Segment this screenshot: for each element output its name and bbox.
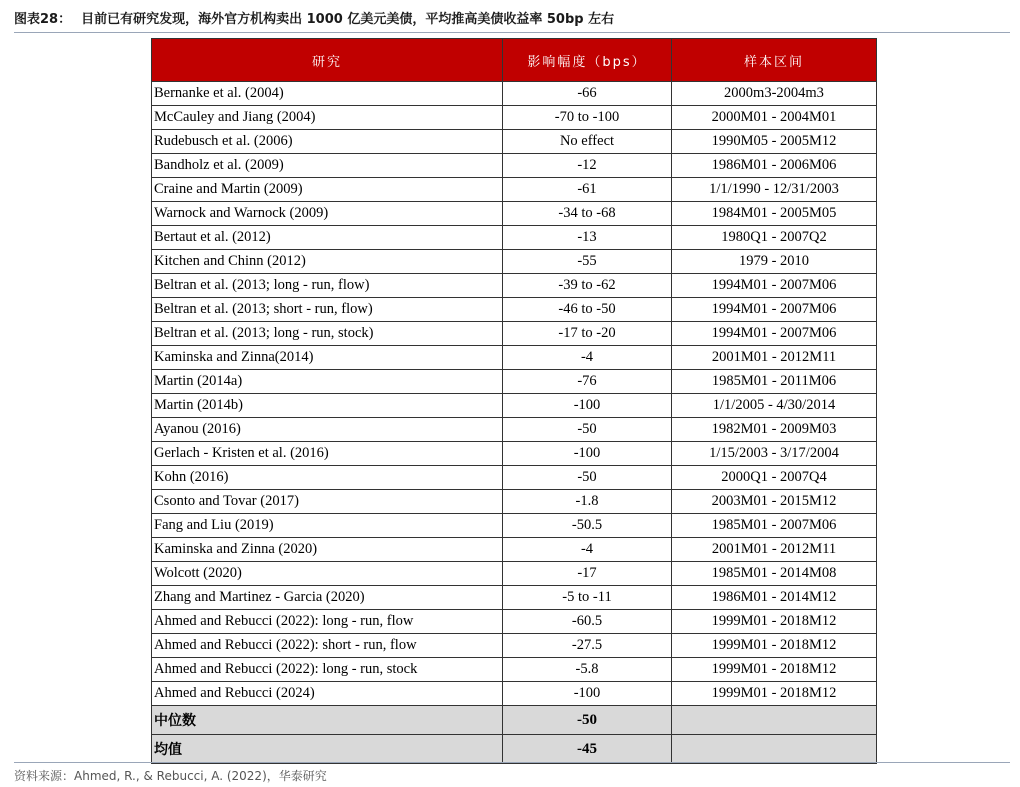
- table-row: [152, 490, 877, 514]
- summary-sample: [672, 735, 877, 764]
- sample-cell: 1980Q1 - 2007Q2: [672, 226, 877, 250]
- table-row: [152, 346, 877, 370]
- magnitude-cell: -100: [503, 682, 672, 706]
- study-cell: Gerlach - Kristen et al. (2016): [152, 442, 503, 466]
- table-row: [152, 586, 877, 610]
- study-cell: Bandholz et al. (2009): [152, 154, 503, 178]
- table-row: [152, 154, 877, 178]
- table-row: [152, 682, 877, 706]
- sample-cell: 1/1/1990 - 12/31/2003: [672, 178, 877, 202]
- table-row: [152, 298, 877, 322]
- sample-cell: 1985M01 - 2007M06: [672, 514, 877, 538]
- footer-divider: [14, 762, 1010, 763]
- sample-cell: 1999M01 - 2018M12: [672, 634, 877, 658]
- table-row: [152, 82, 877, 106]
- study-cell: Ahmed and Rebucci (2022): short - run, flow: [152, 634, 503, 658]
- magnitude-cell: -60.5: [503, 610, 672, 634]
- study-cell: Warnock and Warnock (2009): [152, 202, 503, 226]
- table-row: [152, 202, 877, 226]
- study-cell: McCauley and Jiang (2004): [152, 106, 503, 130]
- table-body: [152, 82, 877, 764]
- magnitude-cell: -66: [503, 82, 672, 106]
- study-cell: Ayanou (2016): [152, 418, 503, 442]
- sample-cell: 1984M01 - 2005M05: [672, 202, 877, 226]
- table-row: [152, 250, 877, 274]
- magnitude-cell: -5.8: [503, 658, 672, 682]
- study-cell: Kitchen and Chinn (2012): [152, 250, 503, 274]
- table-row: [152, 658, 877, 682]
- magnitude-cell: -4: [503, 538, 672, 562]
- sample-cell: 1986M01 - 2014M12: [672, 586, 877, 610]
- sample-cell: 1994M01 - 2007M06: [672, 274, 877, 298]
- magnitude-cell: -50.5: [503, 514, 672, 538]
- magnitude-cell: -17: [503, 562, 672, 586]
- table-row: [152, 394, 877, 418]
- table-row: [152, 538, 877, 562]
- sample-cell: 1994M01 - 2007M06: [672, 298, 877, 322]
- magnitude-cell: -76: [503, 370, 672, 394]
- summary-magnitude: -45: [503, 735, 672, 764]
- figure-title: [14, 10, 1010, 30]
- study-cell: Wolcott (2020): [152, 562, 503, 586]
- summary-row: [152, 706, 877, 735]
- magnitude-cell: -39 to -62: [503, 274, 672, 298]
- sample-cell: 2000m3-2004m3: [672, 82, 877, 106]
- sample-cell: 1/1/2005 - 4/30/2014: [672, 394, 877, 418]
- sample-cell: 2001M01 - 2012M11: [672, 538, 877, 562]
- study-cell: Kaminska and Zinna(2014): [152, 346, 503, 370]
- table-row: [152, 514, 877, 538]
- sample-cell: 1982M01 - 2009M03: [672, 418, 877, 442]
- sample-cell: 1999M01 - 2018M12: [672, 658, 877, 682]
- magnitude-cell: -55: [503, 250, 672, 274]
- sample-cell: 1990M05 - 2005M12: [672, 130, 877, 154]
- study-cell: Craine and Martin (2009): [152, 178, 503, 202]
- summary-sample: [672, 706, 877, 735]
- sample-cell: 1979 - 2010: [672, 250, 877, 274]
- magnitude-cell: -13: [503, 226, 672, 250]
- sample-cell: 2000Q1 - 2007Q4: [672, 466, 877, 490]
- study-cell: Bernanke et al. (2004): [152, 82, 503, 106]
- study-cell: Beltran et al. (2013; long - run, stock): [152, 322, 503, 346]
- magnitude-cell: -61: [503, 178, 672, 202]
- study-cell: Ahmed and Rebucci (2022): long - run, stock: [152, 658, 503, 682]
- magnitude-cell: -4: [503, 346, 672, 370]
- studies-table: [151, 38, 877, 764]
- magnitude-cell: -50: [503, 466, 672, 490]
- figure-title-text: 目前已有研究发现，海外官方机构卖出 1000 亿美元美债，平均推高美债收益率 50bp 左右: [81, 12, 615, 27]
- sample-cell: 1994M01 - 2007M06: [672, 322, 877, 346]
- column-header-study: 研究: [152, 39, 503, 82]
- table-row: [152, 610, 877, 634]
- magnitude-cell: -70 to -100: [503, 106, 672, 130]
- magnitude-cell: -5 to -11: [503, 586, 672, 610]
- study-cell: Fang and Liu (2019): [152, 514, 503, 538]
- study-cell: Kaminska and Zinna (2020): [152, 538, 503, 562]
- magnitude-cell: -12: [503, 154, 672, 178]
- summary-row: [152, 735, 877, 764]
- sample-cell: 1985M01 - 2014M08: [672, 562, 877, 586]
- magnitude-cell: -50: [503, 418, 672, 442]
- source-note: 资料来源：Ahmed, R., & Rebucci, A. (2022)，华泰研究: [14, 769, 327, 783]
- study-cell: Martin (2014a): [152, 370, 503, 394]
- study-cell: Ahmed and Rebucci (2024): [152, 682, 503, 706]
- magnitude-cell: -46 to -50: [503, 298, 672, 322]
- study-cell: Zhang and Martinez - Garcia (2020): [152, 586, 503, 610]
- study-cell: Ahmed and Rebucci (2022): long - run, flow: [152, 610, 503, 634]
- sample-cell: 1/15/2003 - 3/17/2004: [672, 442, 877, 466]
- summary-label: 中位数: [152, 706, 503, 735]
- magnitude-cell: -100: [503, 394, 672, 418]
- study-cell: Bertaut et al. (2012): [152, 226, 503, 250]
- study-cell: Csonto and Tovar (2017): [152, 490, 503, 514]
- sample-cell: 1999M01 - 2018M12: [672, 682, 877, 706]
- column-header-magnitude: 影响幅度（bps）: [503, 39, 672, 82]
- summary-label: 均值: [152, 735, 503, 764]
- study-cell: Beltran et al. (2013; short - run, flow): [152, 298, 503, 322]
- sample-cell: 2003M01 - 2015M12: [672, 490, 877, 514]
- table-row: [152, 418, 877, 442]
- table-row: [152, 562, 877, 586]
- column-header-sample: 样本区间: [672, 39, 877, 82]
- sample-cell: 1985M01 - 2011M06: [672, 370, 877, 394]
- study-cell: Rudebusch et al. (2006): [152, 130, 503, 154]
- table-row: [152, 466, 877, 490]
- table-row: [152, 226, 877, 250]
- magnitude-cell: -27.5: [503, 634, 672, 658]
- table-row: [152, 106, 877, 130]
- figure-label: 图表28：: [14, 12, 72, 27]
- study-cell: Kohn (2016): [152, 466, 503, 490]
- table-row: [152, 370, 877, 394]
- magnitude-cell: -1.8: [503, 490, 672, 514]
- table-row: [152, 634, 877, 658]
- sample-cell: 1999M01 - 2018M12: [672, 610, 877, 634]
- magnitude-cell: -17 to -20: [503, 322, 672, 346]
- study-cell: Beltran et al. (2013; long - run, flow): [152, 274, 503, 298]
- sample-cell: 2001M01 - 2012M11: [672, 346, 877, 370]
- table-row: [152, 274, 877, 298]
- magnitude-cell: -100: [503, 442, 672, 466]
- magnitude-cell: No effect: [503, 130, 672, 154]
- summary-magnitude: -50: [503, 706, 672, 735]
- magnitude-cell: -34 to -68: [503, 202, 672, 226]
- table-header-row: [152, 39, 877, 82]
- table-row: [152, 130, 877, 154]
- study-cell: Martin (2014b): [152, 394, 503, 418]
- table-row: [152, 442, 877, 466]
- table-row: [152, 178, 877, 202]
- figure-title-bar: [14, 10, 1010, 33]
- sample-cell: 2000M01 - 2004M01: [672, 106, 877, 130]
- sample-cell: 1986M01 - 2006M06: [672, 154, 877, 178]
- table-row: [152, 322, 877, 346]
